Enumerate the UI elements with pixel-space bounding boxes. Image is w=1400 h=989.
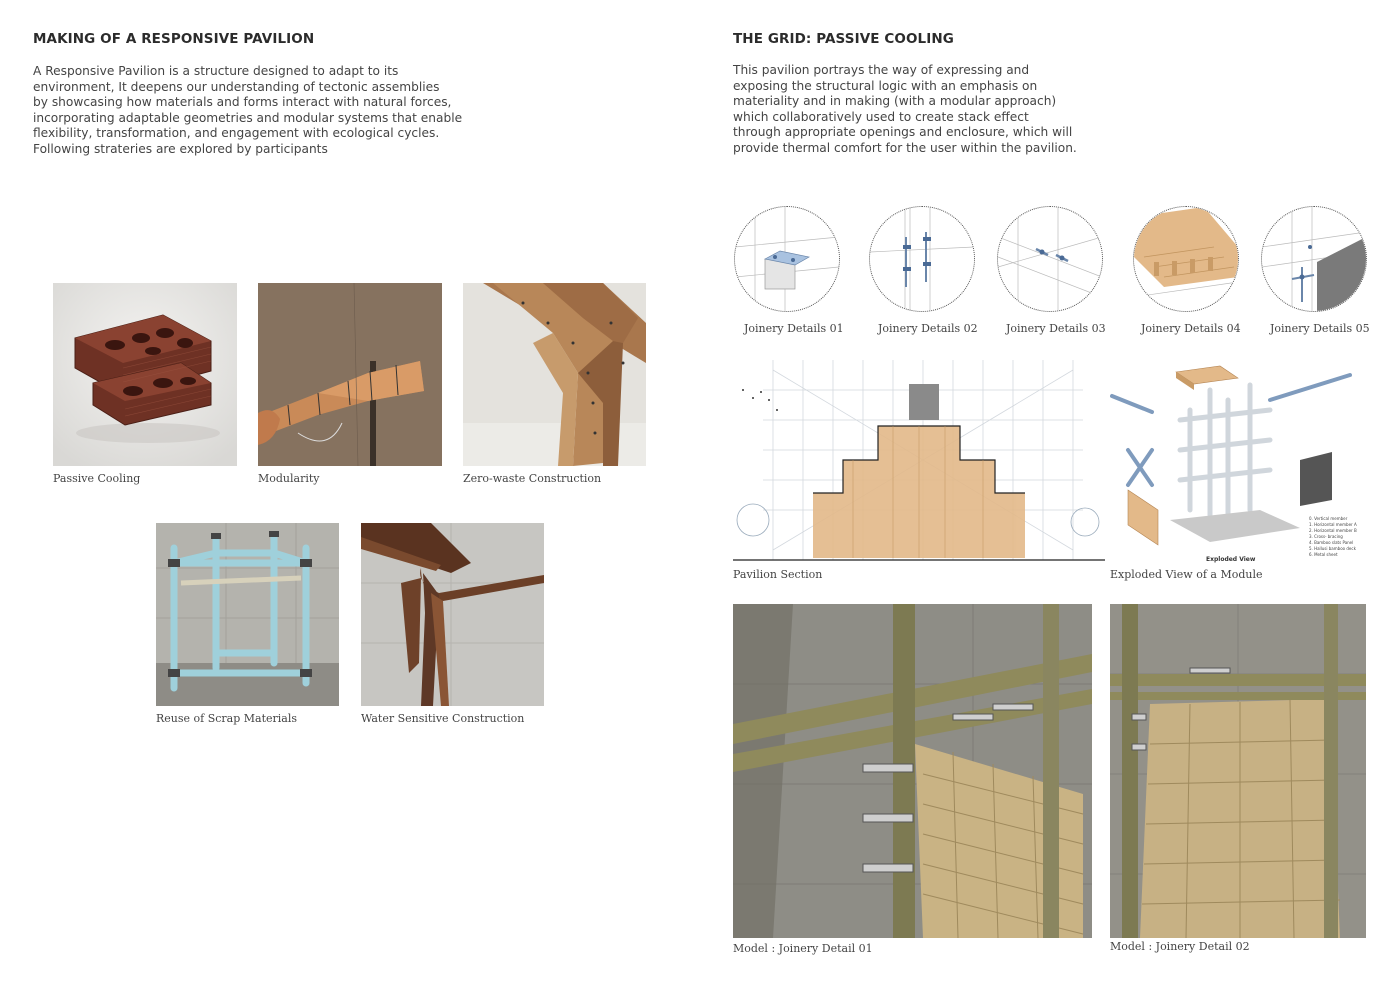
model-joinery-01-photo (733, 604, 1092, 938)
left-intro-line: A Responsive Pavilion is a structure designed to adapt to its (33, 64, 399, 78)
exploded-view-drawing (1110, 360, 1366, 565)
right-intro-line: which collaboratively used to create stack effect (733, 109, 1029, 124)
joinery-detail-03-diagram (997, 206, 1103, 312)
model-caption: Model : Joinery Detail 01 (733, 942, 873, 955)
joinery-caption: Joinery Details 03 (1006, 322, 1106, 335)
joinery-caption: Joinery Details 02 (878, 322, 978, 335)
left-intro-paragraph (33, 64, 462, 157)
strategy-caption: Water Sensitive Construction (361, 712, 525, 725)
joinery-caption: Joinery Details 01 (744, 322, 844, 335)
cardboard-arm-photo (258, 283, 442, 466)
left-intro-line: environment, It deepens our understanding of tectonic assemblies (33, 79, 440, 94)
legend-item: 1. Horizontal member A (1309, 522, 1357, 527)
legend-item: 2. Horizontal member B (1309, 528, 1357, 533)
right-intro-line: provide thermal comfort for the user within the pavilion. (733, 140, 1077, 155)
legend-item: 3. Cross- bracing (1309, 534, 1343, 539)
exploded-view-label: Exploded View (1206, 556, 1256, 563)
joinery-caption: Joinery Details 04 (1141, 322, 1241, 335)
strategy-caption: Passive Cooling (53, 472, 141, 485)
joinery-detail-02-diagram (869, 206, 975, 312)
model-joinery-02-photo (1110, 604, 1366, 938)
joinery-detail-04-diagram (1133, 206, 1239, 312)
pavilion-section-drawing (733, 360, 1105, 564)
joinery-caption: Joinery Details 05 (1270, 322, 1370, 335)
legend-item: 4. Bamboo slats Panel (1309, 540, 1354, 545)
joinery-detail-01-diagram (734, 206, 840, 312)
left-intro-line: flexibility, transformation, and engagement with ecological cycles. (33, 126, 440, 140)
exploded-caption: Exploded View of a Module (1110, 568, 1263, 581)
strategy-caption: Zero-waste Construction (463, 472, 602, 485)
legend-item: 5. Hallusi bamboo deck (1309, 546, 1356, 551)
left-intro-line: incorporating adaptable geometries and modular systems that enable (33, 110, 463, 125)
cardboard-arch-photo (463, 283, 646, 466)
legend-item: 6. Metal sheet (1309, 552, 1338, 557)
right-intro-paragraph (733, 63, 1077, 156)
left-intro-line: Following strateries are explored by participants (33, 141, 328, 156)
strategy-caption: Reuse of Scrap Materials (156, 712, 298, 725)
right-intro-line: exposing the structural logic with an emphasis on (733, 78, 1038, 93)
wood-canopy-photo (361, 523, 544, 706)
right-intro-line: materiality and in making (with a modular approach) (733, 94, 1057, 108)
model-caption: Model : Joinery Detail 02 (1110, 940, 1250, 953)
right-intro-line: through appropriate openings and enclosure, which will (733, 125, 1073, 139)
pipe-frame-photo (156, 523, 339, 706)
section-caption: Pavilion Section (733, 568, 823, 581)
joinery-detail-05-diagram (1261, 206, 1367, 312)
legend-item: 0. Vertical member (1309, 516, 1348, 521)
left-page-title: MAKING OF A RESPONSIVE PAVILION (33, 31, 315, 47)
strategy-caption: Modularity (258, 472, 320, 485)
brick-block-photo (53, 283, 237, 466)
right-page-title: THE GRID: PASSIVE COOLING (733, 31, 954, 47)
left-intro-line: by showcasing how materials and forms interact with natural forces, (33, 95, 452, 109)
right-intro-line: This pavilion portrays the way of expressing and (733, 63, 1030, 77)
